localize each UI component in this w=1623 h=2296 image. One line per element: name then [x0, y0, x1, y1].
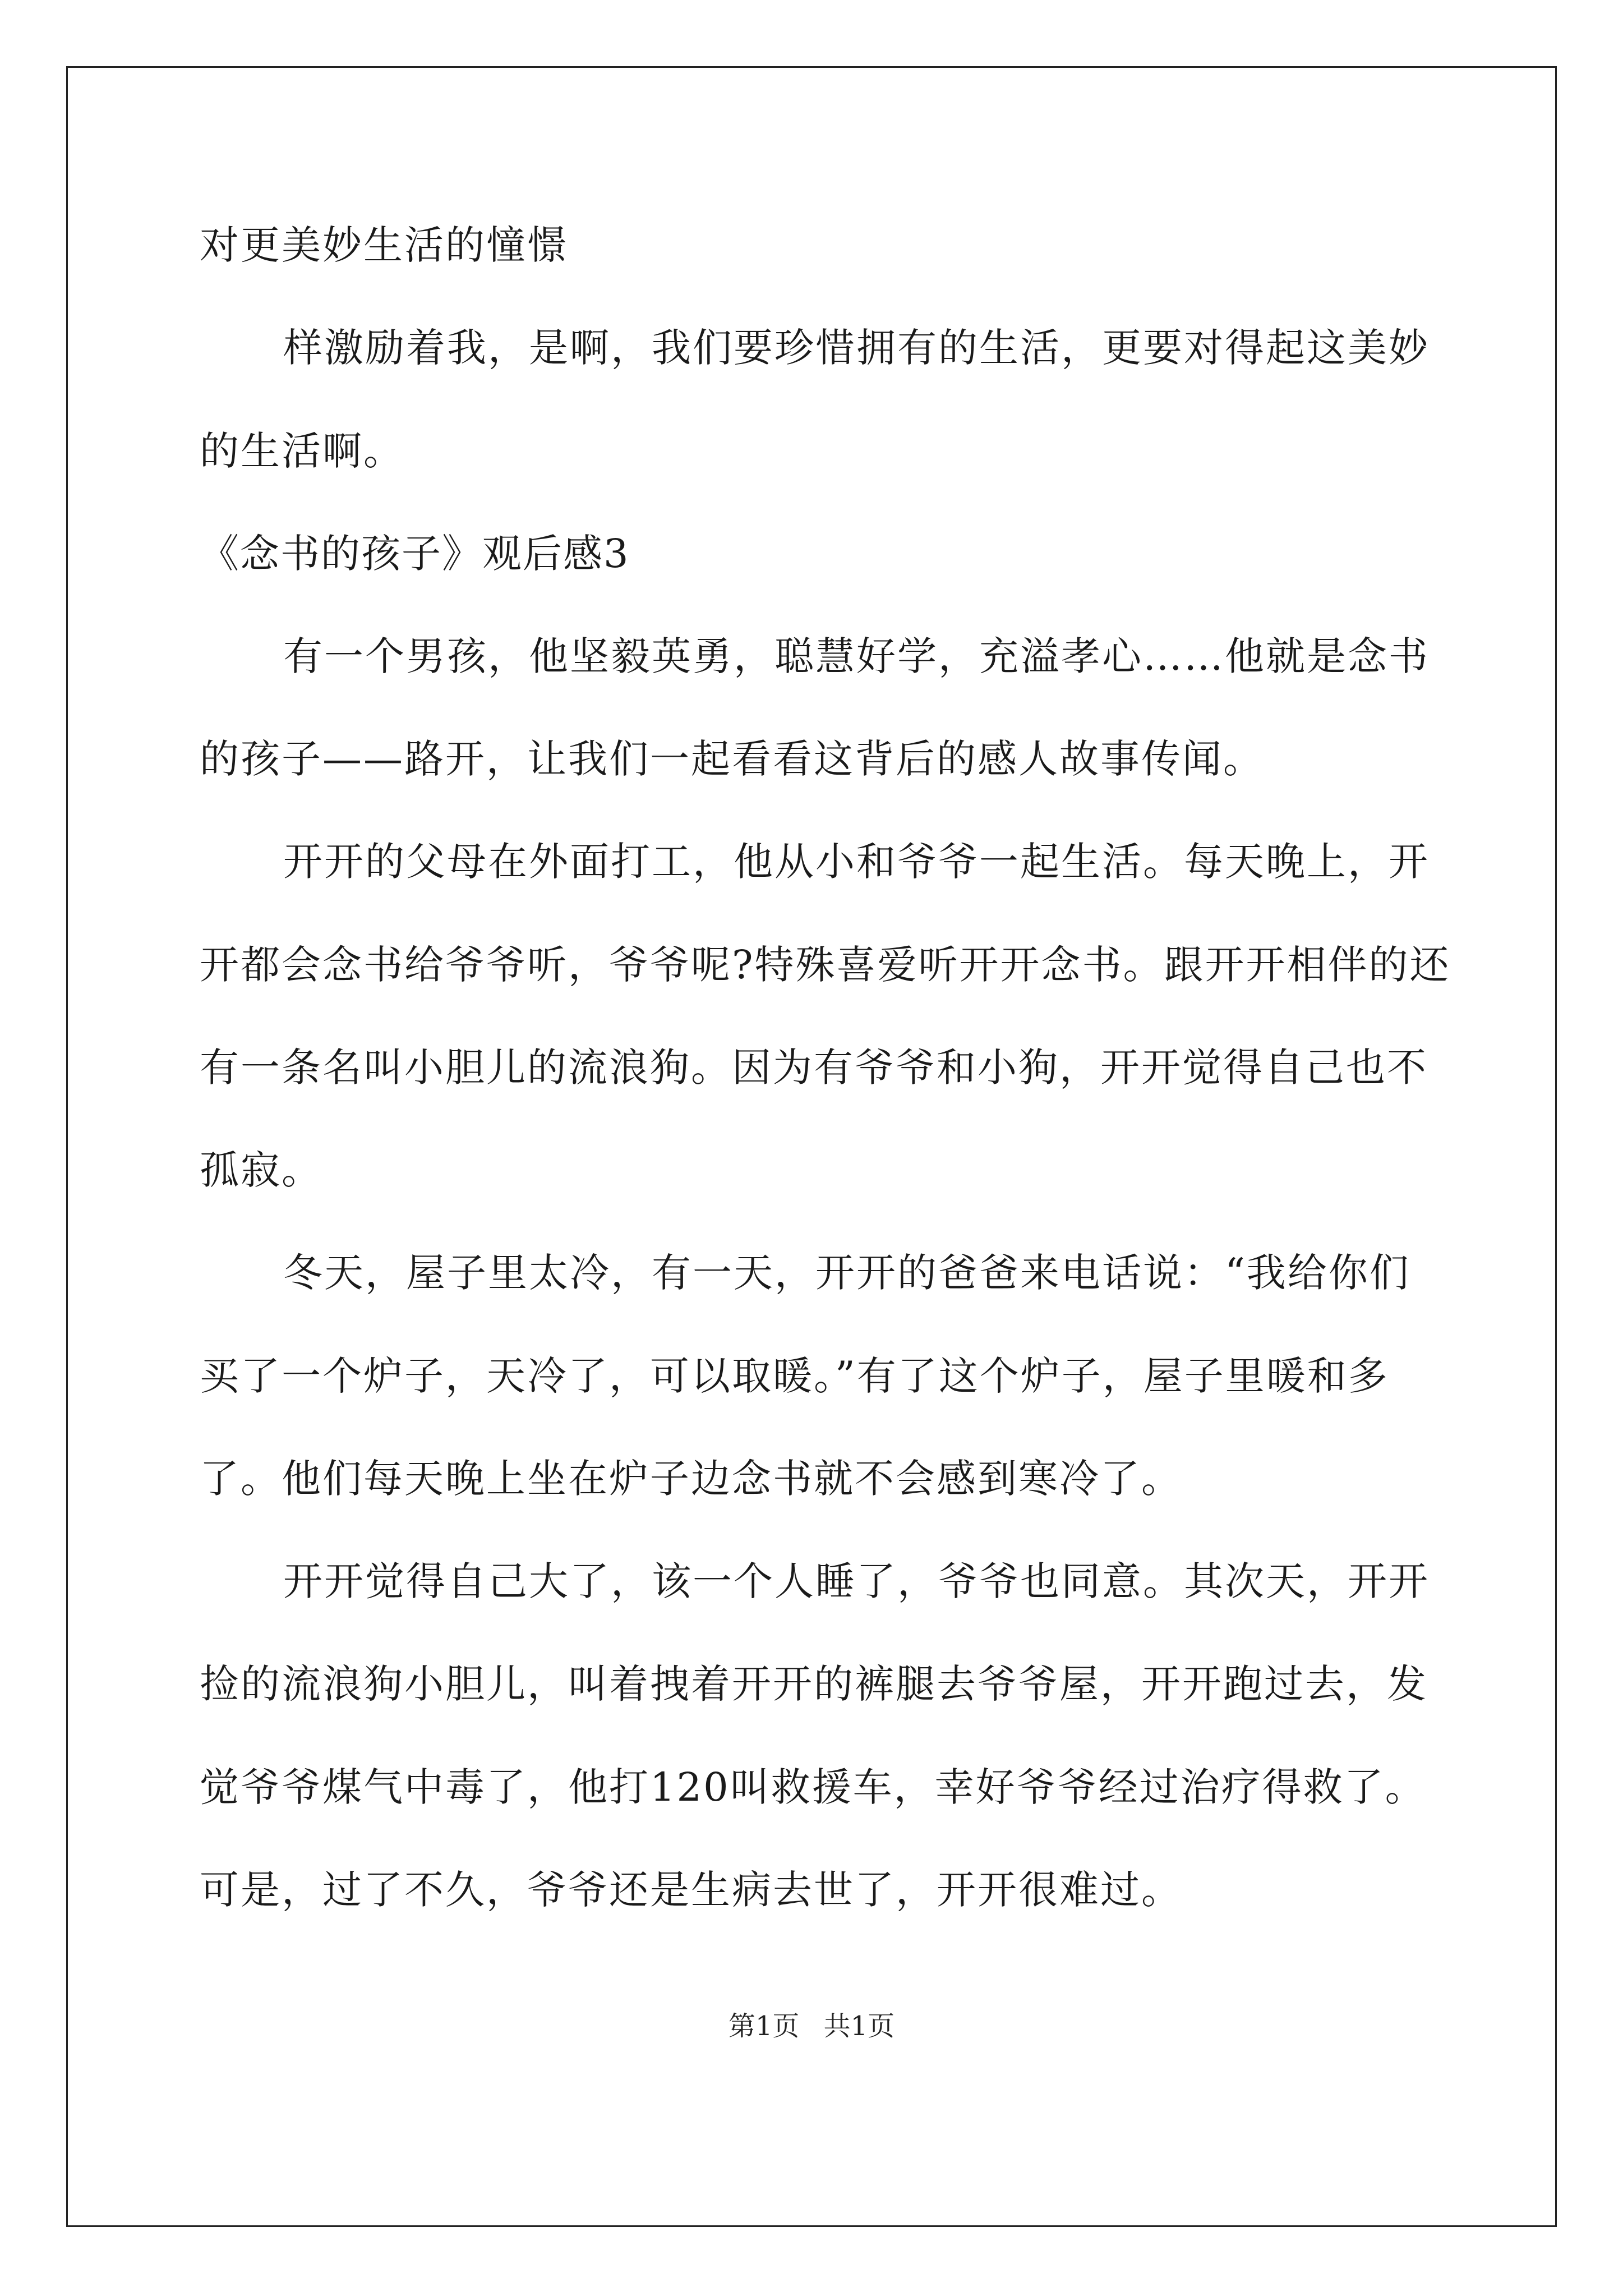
- paragraph-line: 有一条名叫小胆儿的流浪狗。因为有爷爷和小狗，开开觉得自己也不: [200, 1045, 1428, 1091]
- paragraph-line: 可是，过了不久，爷爷还是生病去世了，开开很难过。: [200, 1867, 1182, 1913]
- paragraph-line: 有一个男孩，他坚毅英勇，聪慧好学，充溢孝心……他就是念书: [283, 633, 1430, 679]
- paragraph-line: 冬天，屋子里太冷，有一天，开开的爸爸来电话说：“我给你们: [283, 1250, 1410, 1296]
- paragraph-line: 买了一个炉子，天冷了，可以取暖。”有了这个炉子，屋子里暖和多: [200, 1353, 1389, 1399]
- section-title: 《念书的孩子》观后感3: [200, 531, 630, 577]
- paragraph-line: 了。他们每天晚上坐在炉子边念书就不会感到寒冷了。: [200, 1456, 1182, 1502]
- paragraph-line: 开都会念书给爷爷听，爷爷呢?特殊喜爱听开开念书。跟开开相伴的还: [200, 942, 1451, 988]
- paragraph-line: 样激励着我，是啊，我们要珍惜拥有的生活，更要对得起这美妙: [283, 325, 1430, 371]
- page-footer: [0, 2009, 1623, 2043]
- page-total: 共1页: [823, 2010, 895, 2042]
- paragraph-line: 的孩子——路开，让我们一起看看这背后的感人故事传闻。: [200, 736, 1264, 782]
- paragraph-line: 开开的父母在外面打工，他从小和爷爷一起生活。每天晚上，开: [283, 839, 1430, 885]
- paragraph-line: 孤寂。: [200, 1147, 322, 1193]
- paragraph-line: 捡的流浪狗小胆儿，叫着拽着开开的裤腿去爷爷屋，开开跑过去，发: [200, 1661, 1428, 1707]
- page-number: 第1页: [728, 2010, 800, 2042]
- text-line: 对更美妙生活的憧憬: [200, 222, 568, 268]
- paragraph-line: 觉爷爷煤气中毒了，他打120叫救援车，幸好爷爷经过治疗得救了。: [200, 1764, 1426, 1810]
- paragraph-line: 开开觉得自己大了，该一个人睡了，爷爷也同意。其次天，开开: [283, 1558, 1430, 1604]
- paragraph-line: 的生活啊。: [200, 428, 404, 474]
